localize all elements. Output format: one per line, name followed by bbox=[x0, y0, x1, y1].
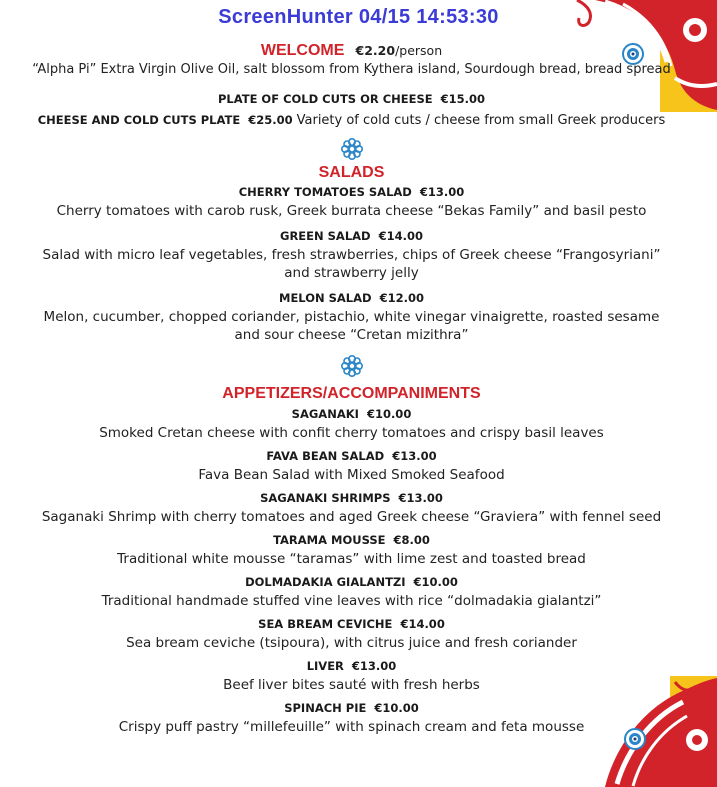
appetizer-2-description: Fava Bean Salad with Mixed Smoked Seafood bbox=[198, 467, 505, 483]
appetizer-8-description: Crispy puff pastry “millefeuille” with spinach cream and feta mousse bbox=[118, 719, 585, 735]
salad-1-heading bbox=[0, 185, 703, 199]
menu-content bbox=[0, 40, 703, 736]
appetizer-3-heading bbox=[0, 491, 703, 505]
welcome-description: “Alpha Pi” Extra Virgin Olive Oil, salt blossom from Kythera island, Sourdough bread, bread spread bbox=[32, 62, 671, 77]
welcome-price-unit: /person bbox=[395, 43, 443, 58]
platter-1-heading bbox=[0, 92, 703, 107]
appetizer-5-price: €10.00 bbox=[413, 575, 458, 589]
appetizer-7-name: LIVER bbox=[306, 659, 344, 673]
salad-3-description-line-2: and sour cheese “Cretan mizithra” bbox=[234, 327, 469, 343]
salad-2-description-line-2: and strawberry jelly bbox=[284, 265, 419, 281]
salad-1-price: €13.00 bbox=[419, 185, 465, 199]
salad-1-description: Cherry tomatoes with carob rusk, Greek burrata cheese “Bekas Family” and basil pesto bbox=[56, 203, 647, 219]
salad-2-heading bbox=[0, 229, 703, 243]
appetizer-6-name: SEA BREAM CEVICHE bbox=[258, 617, 393, 631]
appetizer-4-name: TARAMA MOUSSE bbox=[273, 533, 386, 547]
appetizer-7-description: Beef liver bites sauté with fresh herbs bbox=[223, 677, 480, 693]
appetizer-6-heading bbox=[0, 617, 703, 631]
platter-2-price: €25.00 bbox=[248, 113, 293, 127]
appetizer-2-price: €13.00 bbox=[392, 449, 437, 463]
appetizer-1-price: €10.00 bbox=[366, 407, 412, 421]
welcome-price-value: €2.20 bbox=[355, 43, 396, 58]
salad-3-description-line-1: Melon, cucumber, chopped coriander, pistachio, white vinegar vinaigrette, roasted sesame bbox=[43, 309, 660, 325]
snowflake-ornament-icon bbox=[339, 353, 365, 379]
appetizer-8-heading bbox=[0, 701, 703, 715]
appetizer-6-description: Sea bream ceviche (tsipoura), with citrus juice and fresh coriander bbox=[126, 635, 577, 651]
appetizer-2-heading bbox=[0, 449, 703, 463]
appetizer-1-heading bbox=[0, 407, 703, 421]
salad-3-heading bbox=[0, 291, 703, 305]
platter-1-price: €15.00 bbox=[440, 92, 486, 106]
screenhunter-watermark: ScreenHunter 04/15 14:53:30 bbox=[218, 6, 499, 28]
platter-2-heading bbox=[0, 113, 703, 128]
snowflake-ornament-icon bbox=[339, 136, 365, 162]
appetizer-4-heading bbox=[0, 533, 703, 547]
appetizer-8-name: SPINACH PIE bbox=[284, 701, 367, 715]
salad-2-price: €14.00 bbox=[378, 229, 423, 243]
salad-3-name: MELON SALAD bbox=[279, 291, 372, 305]
salads-title: SALADS bbox=[318, 164, 385, 181]
platter-2-name: CHEESE AND COLD CUTS PLATE bbox=[37, 113, 241, 127]
appetizer-3-description: Saganaki Shrimp with cherry tomatoes and aged Greek cheese “Graviera” with fennel seed bbox=[41, 509, 662, 525]
appetizer-8-price: €10.00 bbox=[374, 701, 419, 715]
salad-2-description-line-1: Salad with micro leaf vegetables, fresh strawberries, chips of Greek cheese “Frangosyriani” bbox=[42, 247, 661, 263]
appetizer-7-heading bbox=[0, 659, 703, 673]
appetizer-4-price: €8.00 bbox=[393, 533, 430, 547]
appetizer-3-price: €13.00 bbox=[398, 491, 443, 505]
appetizer-3-name: SAGANAKI SHRIMPS bbox=[260, 491, 391, 505]
appetizer-5-heading bbox=[0, 575, 703, 589]
appetizer-2-name: FAVA BEAN SALAD bbox=[266, 449, 385, 463]
platter-2-description: Variety of cold cuts / cheese from small Greek producers bbox=[296, 113, 666, 128]
salad-2-name: GREEN SALAD bbox=[280, 229, 371, 243]
appetizer-5-description: Traditional handmade stuffed vine leaves with rice “dolmadakia gialantzi” bbox=[101, 593, 602, 609]
appetizer-7-price: €13.00 bbox=[351, 659, 397, 673]
appetizer-4-description: Traditional white mousse “taramas” with lime zest and toasted bread bbox=[117, 551, 586, 567]
salad-3-price: €12.00 bbox=[379, 291, 424, 305]
welcome-price bbox=[356, 43, 443, 58]
platter-1-name: PLATE OF COLD CUTS OR CHEESE bbox=[217, 92, 433, 106]
appetizer-1-name: SAGANAKI bbox=[291, 407, 359, 421]
appetizer-6-price: €14.00 bbox=[400, 617, 445, 631]
appetizer-5-name: DOLMADAKIA GIALANTZI bbox=[245, 575, 406, 589]
appetizer-1-description: Smoked Cretan cheese with confit cherry tomatoes and crispy basil leaves bbox=[99, 425, 604, 441]
welcome-title: WELCOME bbox=[260, 42, 345, 59]
appetizers-title: APPETIZERS/ACCOMPANIMENTS bbox=[222, 385, 481, 402]
salad-1-name: CHERRY TOMATOES SALAD bbox=[238, 185, 412, 199]
welcome-heading bbox=[0, 40, 703, 61]
